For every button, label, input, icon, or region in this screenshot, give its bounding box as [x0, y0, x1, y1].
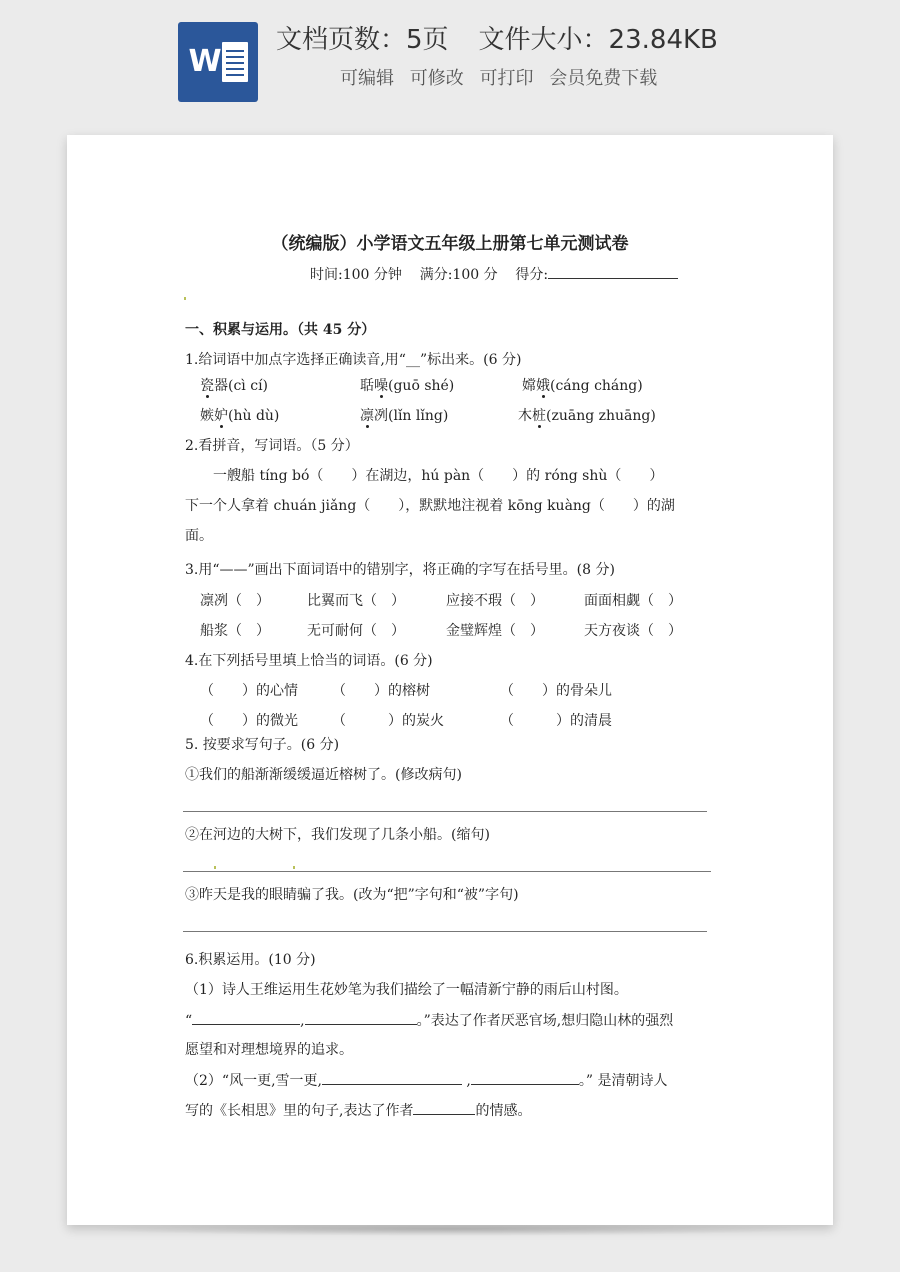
q2-line: 面。 [185, 528, 213, 544]
feature-modifiable: 可修改 [409, 68, 464, 89]
q3-item: 无可耐何（ ） [307, 623, 405, 639]
feature-list [340, 66, 740, 92]
file-size: 文件大小：23.84KB [478, 25, 718, 55]
q3-item: 应接不瑕（ ） [446, 593, 544, 609]
feature-member-download: 会员免费下载 [549, 68, 658, 89]
header-banner [0, 0, 900, 120]
q4-item: （ ）的微光 [200, 713, 298, 729]
feature-printable: 可打印 [479, 68, 534, 89]
q4-item: （ ）的炭火 [332, 713, 444, 729]
q3-item: 船浆（ ） [200, 623, 270, 639]
score-blank [548, 264, 678, 279]
q6-part-2-rest: 。” 是清朝诗人 [578, 1073, 668, 1089]
answer-line [183, 811, 707, 812]
q5-stem: 5. 按要求写句子。(6 分) [185, 737, 340, 753]
feature-editable: 可编辑 [340, 68, 394, 89]
q6-part-1-rest: 。”表达了作者厌恶官场,想归隐山林的强烈 [416, 1013, 674, 1029]
document-page [67, 135, 833, 1225]
open-quote: “ [185, 1013, 193, 1029]
word-document-icon [178, 22, 258, 102]
q2-line: 一艘船 tíng bó（ ）在湖边，hú pàn（ ）的 róng shù（ ） [213, 468, 664, 484]
exam-time: 时间:100 分钟 [310, 267, 402, 283]
section-1-heading: 一、积累与运用。（共 45 分） [185, 322, 376, 338]
q6-part-2-start: （2）“风一更,雪一更, [185, 1073, 322, 1089]
q2-line: 下一个人拿着 chuán jiǎng（ ），默默地注视着 kōng kuàng（ ）的湖 [185, 498, 675, 514]
q4-stem: 4.在下列括号里填上恰当的词语。(6 分) [185, 653, 433, 669]
q4-item: （ ）的榕树 [332, 683, 430, 699]
q6-part-1-fill [185, 1010, 673, 1031]
q5-sentence-2: ②在河边的大树下，我们发现了几条小船。(缩句) [185, 827, 490, 843]
poem-blank [192, 1010, 300, 1025]
q3-stem: 3.用“——”画出下面词语中的错别字，将正确的字写在括号里。(8 分) [185, 562, 615, 578]
document-title: （统编版）小学语文五年级上册第七单元测试卷 [271, 234, 629, 254]
document-lines-icon [222, 42, 248, 82]
exam-full-score: 满分:100 分 [419, 267, 498, 283]
q6-stem: 6.积累运用。(10 分) [185, 952, 316, 968]
q4-item: （ ）的心情 [200, 683, 298, 699]
q1-item: 瓷器(cì cí) [200, 378, 269, 394]
exam-score-label: 得分: [515, 267, 549, 283]
q1-item: 凛冽(lǐn lǐng) [360, 408, 449, 424]
q5-sentence-1: ①我们的船渐渐缓缓逼近榕树了。(修改病句) [185, 767, 462, 783]
q2-stem: 2.看拼音，写词语。（5 分） [185, 438, 359, 454]
q1-item: 木桩(zuāng zhuāng) [518, 408, 656, 424]
poem-blank [305, 1010, 417, 1025]
q1-item: 嫉妒(hù dù) [200, 408, 280, 424]
q4-item: （ ）的清晨 [500, 713, 612, 729]
scan-speck [184, 297, 186, 300]
q1-stem: 1.给词语中加点字选择正确读音,用“__”标出来。(6 分) [185, 352, 522, 368]
comma: , [461, 1073, 471, 1089]
word-letter-icon: W [188, 44, 222, 79]
q3-item: 金璧辉煌（ ） [446, 623, 544, 639]
q4-item: （ ）的骨朵儿 [500, 683, 612, 699]
comma: , [300, 1013, 305, 1029]
q6-part-2-fill [185, 1070, 667, 1091]
q6-part-1-line: 愿望和对理想境界的追求。 [185, 1042, 353, 1058]
exam-meta [310, 264, 678, 285]
answer-line [183, 871, 711, 872]
page-count: 文档页数：5页 [276, 25, 449, 55]
scan-speck [214, 866, 216, 869]
scan-speck [293, 866, 295, 869]
q3-item: 比翼而飞（ ） [307, 593, 405, 609]
q6-part-2-line [185, 1100, 531, 1121]
q6-part-2b-start: 写的《长相思》里的句子,表达了作者 [185, 1103, 414, 1119]
q1-item: 嫦娥(cáng cháng) [522, 378, 643, 394]
q1-item: 聒噪(guō shé) [360, 378, 455, 394]
q3-item: 凛冽（ ） [200, 593, 270, 609]
q6-part-2b-rest: 的情感。 [475, 1103, 532, 1119]
poem-blank [322, 1070, 462, 1085]
q5-sentence-3: ③昨天是我的眼睛骗了我。(改为“把”字句和“被”字句) [185, 887, 519, 903]
answer-line [183, 931, 707, 932]
q3-item: 面面相觑（ ） [584, 593, 682, 609]
file-info-title [276, 20, 876, 60]
q6-part-1-line: （1）诗人王维运用生花妙笔为我们描绘了一幅清新宁静的雨后山村图。 [185, 982, 628, 998]
poem-blank [471, 1070, 579, 1085]
q3-item: 天方夜谈（ ） [584, 623, 682, 639]
emotion-blank [413, 1100, 475, 1115]
